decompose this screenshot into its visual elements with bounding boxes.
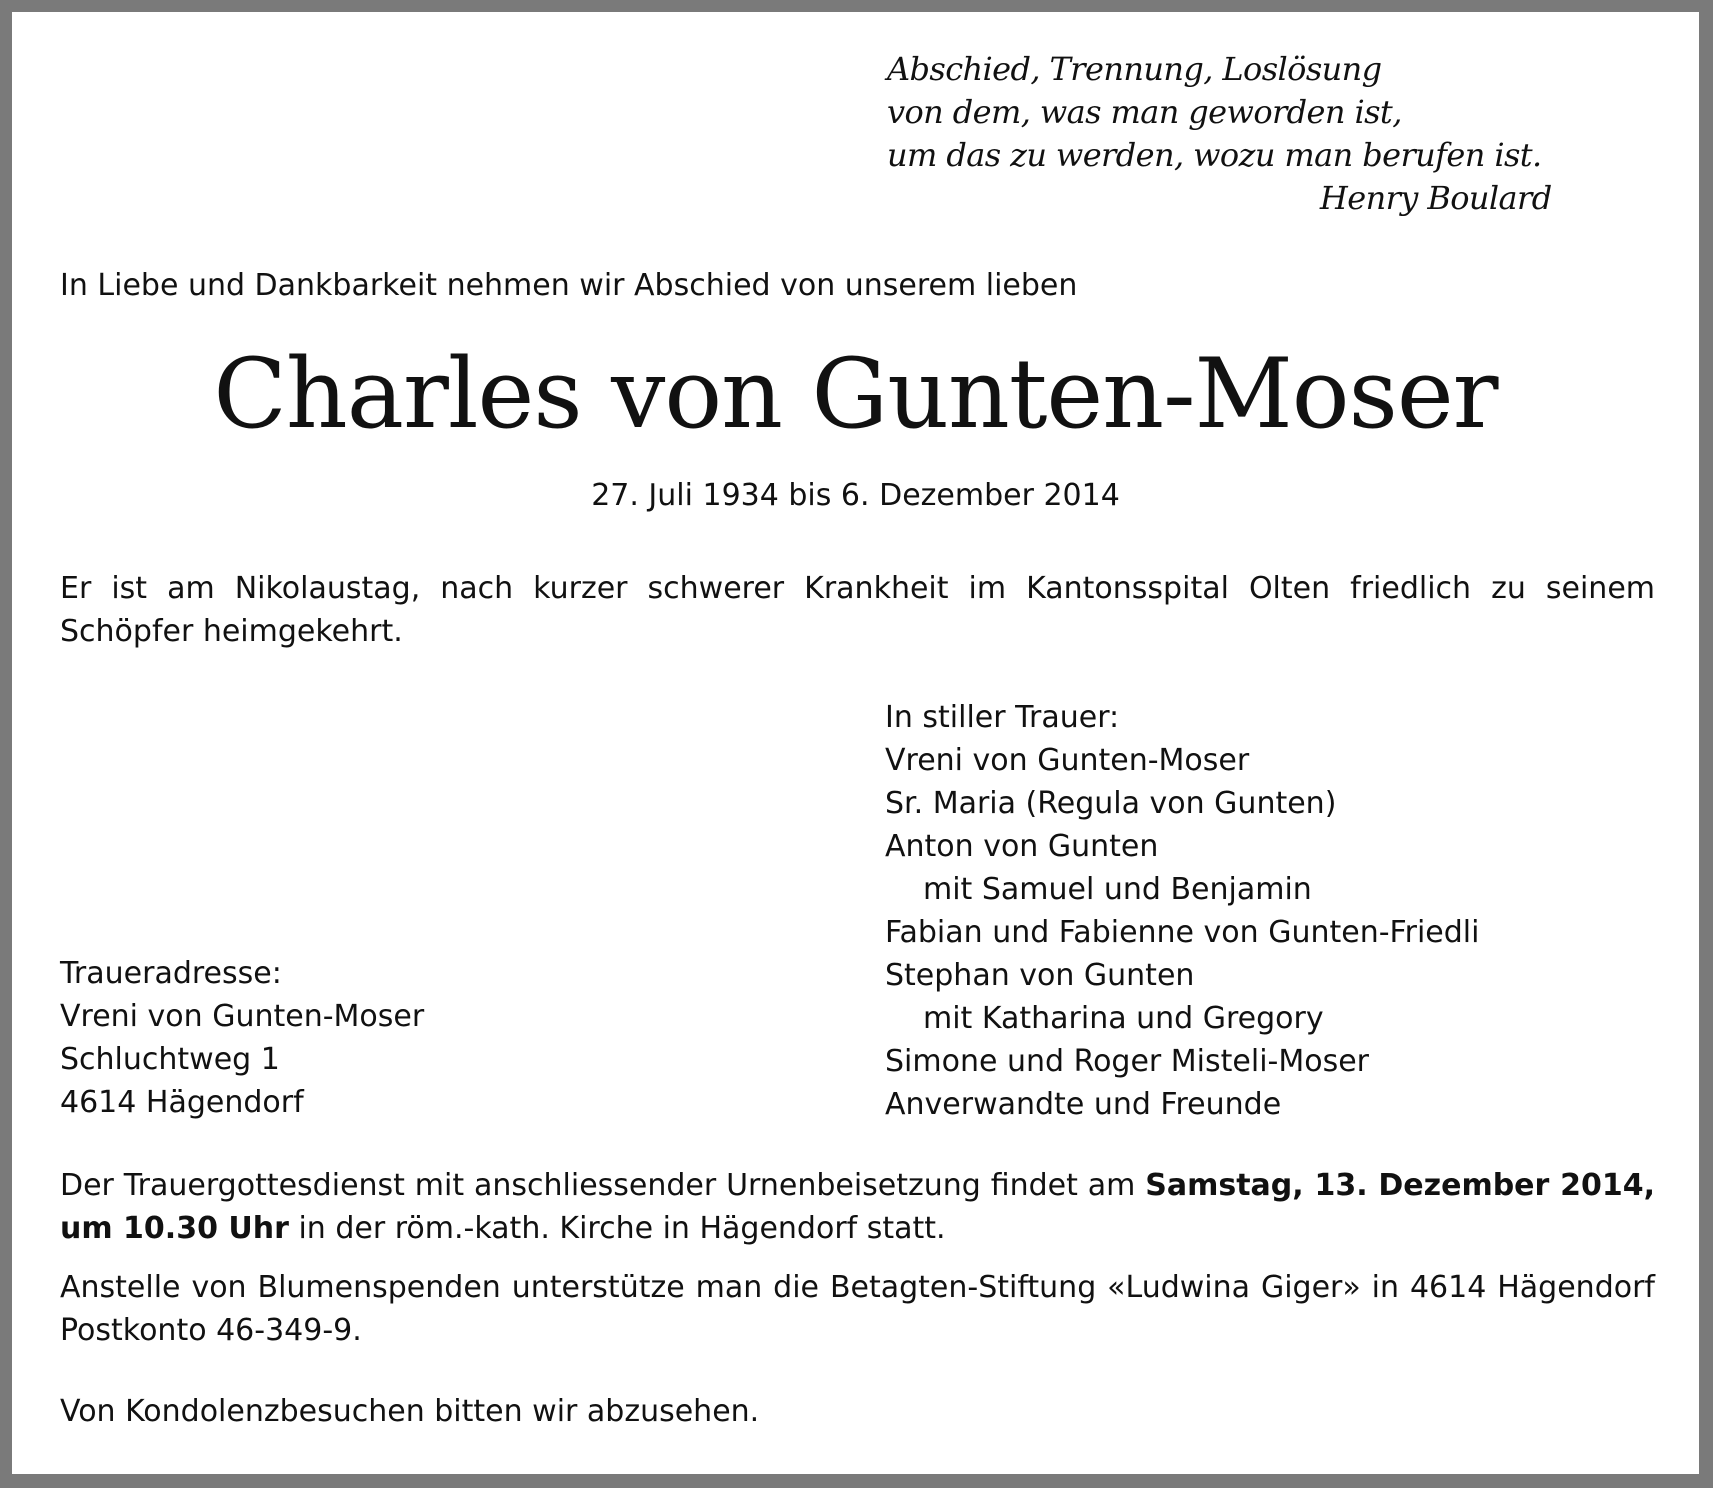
obituary-page	[12, 12, 1699, 1474]
address-label: Traueradresse:	[60, 956, 282, 991]
donation-note: Anstelle von Blumenspenden unterstütze man die Betagten-Stiftung «Ludwina Giger» in 4614 Hägendorf Postkonto 46-349-9.	[60, 1270, 1655, 1348]
intro-text: In Liebe und Dankbarkeit nehmen wir Abschied von unserem lieben	[60, 268, 1078, 303]
address-city: 4614 Hägendorf	[60, 1085, 304, 1120]
mourner-name: mit Samuel und Benjamin	[923, 872, 1312, 907]
quote-line: um das zu werden, wozu man berufen ist.	[887, 136, 1542, 174]
mourner-name: mit Katharina und Gregory	[923, 1001, 1324, 1036]
quote-author: Henry Boulard	[1319, 179, 1552, 217]
quote-line: Abschied, Trennung, Loslösung	[887, 50, 1382, 88]
mourner-name: Stephan von Gunten	[885, 958, 1195, 993]
funeral-service-info	[60, 1164, 1655, 1250]
mourner-name: Fabian und Fabienne von Gunten-Friedli	[885, 915, 1480, 950]
mourners-heading: In stiller Trauer:	[885, 700, 1120, 735]
mourner-name: Anverwandte und Freunde	[885, 1087, 1282, 1122]
deceased-name: Charles von Gunten-Moser	[213, 338, 1498, 450]
mourner-name: Simone und Roger Misteli-Moser	[885, 1044, 1370, 1079]
condolence-note: Von Kondolenzbesuchen bitten wir abzusehen.	[60, 1394, 760, 1429]
death-announcement: Er ist am Nikolaustag, nach kurzer schwerer Krankheit im Kantonsspital Olten friedlich zu seinem Schöpfer heimgekehrt.	[60, 571, 1655, 649]
life-dates: 27. Juli 1934 bis 6. Dezember 2014	[591, 478, 1120, 513]
quote-line: von dem, was man geworden ist,	[887, 93, 1402, 131]
address-street: Schluchtweg 1	[60, 1042, 280, 1077]
service-text-after: in der röm.-kath. Kirche in Hägendorf statt.	[288, 1211, 946, 1246]
mourner-name: Vreni von Gunten-Moser	[885, 743, 1250, 778]
service-text-before: Der Trauergottesdienst mit anschliessender Urnenbeisetzung findet am	[60, 1168, 1146, 1203]
mourners-list	[885, 696, 1479, 1126]
mourner-name: Sr. Maria (Regula von Gunten)	[885, 786, 1337, 821]
mourning-address	[60, 952, 424, 1124]
mourner-name: Anton von Gunten	[885, 829, 1159, 864]
epigraph-quote	[887, 48, 1552, 220]
service-datetime: Samstag, 13. Dezember 2014, um 10.30 Uhr	[60, 1168, 1655, 1246]
address-name: Vreni von Gunten-Moser	[60, 999, 425, 1034]
